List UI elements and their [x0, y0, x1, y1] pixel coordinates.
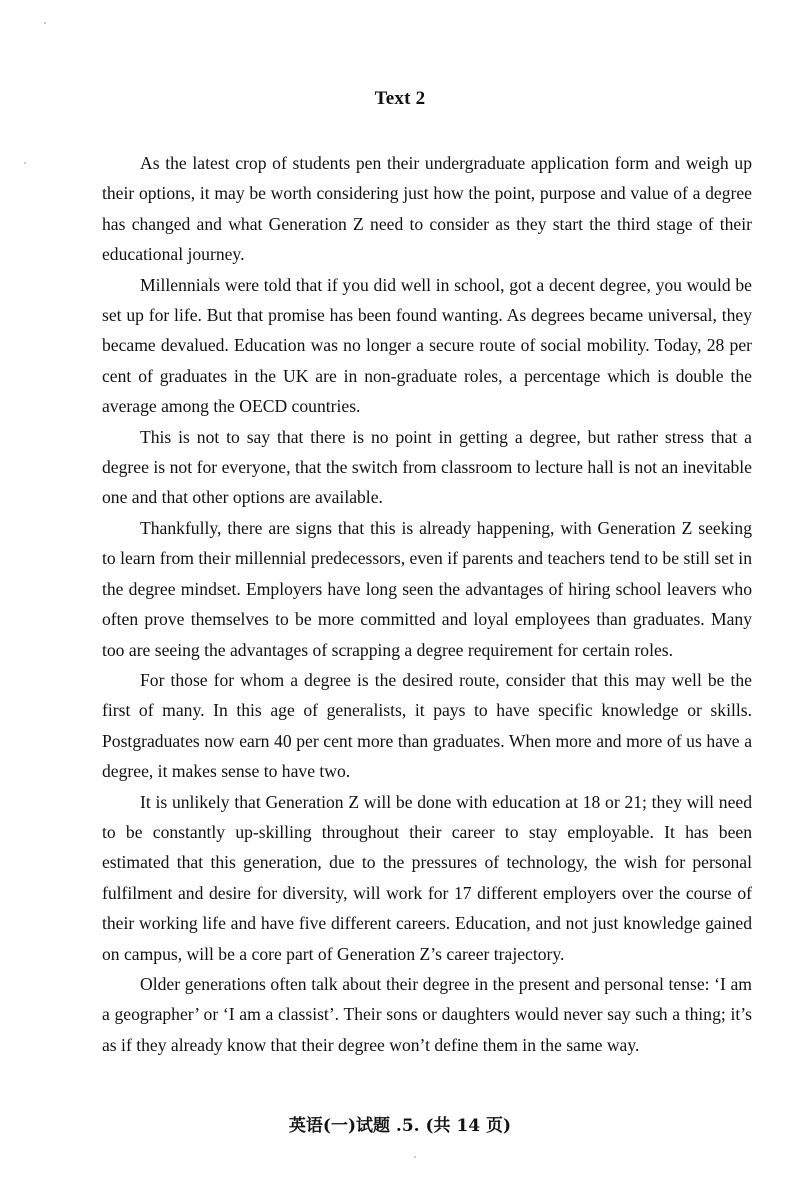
page-title: Text 2 [374, 88, 426, 109]
scan-speck [414, 1156, 416, 1158]
paragraph: As the latest crop of students pen their undergraduate application form and weigh up their options, it may be worth considering just how the point, purpose and value of a degree has changed and what Generation Z need to consider as they start the third stage of their educational journey. [102, 153, 752, 265]
paragraph: Millennials were told that if you did well in school, got a decent degree, you would be set up for life. But that promise has been found wanting. As degrees became universal, they became devalued. Education was no longer a secure route of social mobility. Today, 28 per cent of graduates in the UK are in non-graduate roles, a percentage which is double the average among the OECD countries. [102, 274, 752, 417]
passage-body [102, 148, 752, 1060]
paragraph: For those for whom a degree is the desired route, consider that this may well be the first of many. In this age of generalists, it pays to have specific knowledge or skills. Postgraduates now earn 40 per cent more than graduates. When more and more of us have a degree, it makes sense to have two. [102, 669, 752, 782]
scan-speck [24, 162, 26, 164]
paragraph: Thankfully, there are signs that this is already happening, with Generation Z seeking to learn from their millennial predecessors, even if parents and teachers tend to be still set in the degree mindset. Employers have long seen the advantages of hiring school leavers who often prove themselves to be more committed and loyal employees than graduates. Many too are seeing the advantages of scrapping a degree requirement for certain roles. [102, 517, 752, 660]
paragraph: This is not to say that there is no point in getting a degree, but rather stress that a degree is not for everyone, that the switch from classroom to lecture hall is not an inevitable one and that other options are available. [102, 426, 752, 508]
paragraph: Older generations often talk about their degree in the present and personal tense: ‘I am a geographer’ or ‘I am a classist’. Their sons or daughters would never say such a thing; it’s as if they already know that their degree won’t define them in the same way. [102, 973, 752, 1055]
page-footer: 英语(一)试题 .5. (共 14 页) [288, 1116, 512, 1136]
paragraph: It is unlikely that Generation Z will be done with education at 18 or 21; they will need to be constantly up-skilling throughout their career to stay employable. It has been estimated that this generation, due to the pressures of technology, the wish for personal fulfilment and desire for diversity, will work for 17 different employers over the course of their working life and have five different careers. Education, and not just knowledge gained on campus, will be a core part of Generation Z’s career trajectory. [102, 791, 752, 964]
scan-speck [44, 22, 46, 24]
